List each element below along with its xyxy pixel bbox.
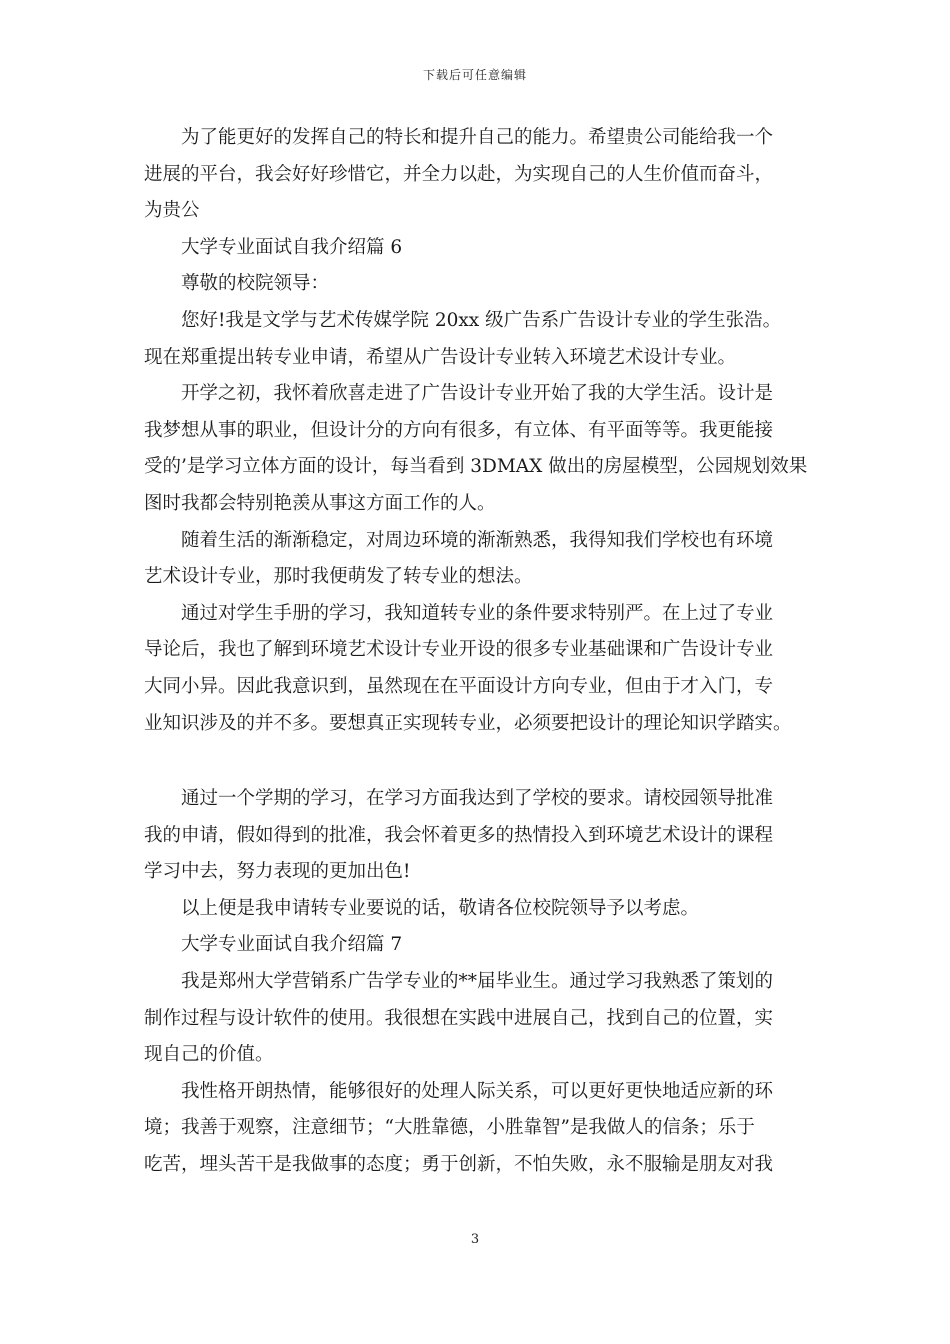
paragraph bbox=[144, 1110, 809, 1183]
text-line: 我性格开朗热情，能够很好的处理人际关系，可以更好更快地适应新的环 bbox=[181, 1080, 774, 1102]
document-body bbox=[144, 120, 809, 1184]
text-line: 以上便是我申请转专业要说的话，敬请各位校院领导予以考虑。 bbox=[181, 897, 700, 919]
paragraph bbox=[144, 413, 809, 523]
paragraph bbox=[144, 266, 809, 303]
text-line: 现在郑重提出转专业申请，希望从广告设计专业转入环境艺术设计专业。 bbox=[144, 346, 737, 368]
paragraph bbox=[144, 632, 809, 742]
paragraph bbox=[144, 964, 809, 1001]
paragraph bbox=[144, 340, 809, 377]
text-line: 受的’是学习立体方面的设计，每当看到 3DMAX 做出的房屋模型，公园规划效果 bbox=[144, 456, 808, 478]
text-line: 吃苦，埋头苦干是我做事的态度；勇于创新，不怕失败，永不服输是朋友对我 bbox=[144, 1154, 774, 1176]
paragraph bbox=[144, 1074, 809, 1111]
text-line: 学习中去，努力表现的更加出色! bbox=[144, 861, 411, 883]
text-line: 境；我善于观察，注意细节；“大胜靠德，小胜靠智”是我做人的信条；乐于 bbox=[144, 1117, 755, 1139]
text-line: 现自己的价值。 bbox=[144, 1044, 274, 1066]
paragraph bbox=[144, 376, 809, 413]
text-line: 大同小异。因此我意识到，虽然现在在平面设计方向专业，但由于才入门，专 bbox=[144, 675, 774, 697]
paragraph-gap bbox=[144, 742, 809, 781]
paragraph bbox=[144, 559, 809, 596]
paragraph bbox=[144, 596, 809, 633]
paragraph bbox=[144, 927, 809, 964]
text-line: 进展的平台，我会好好珍惜它，并全力以赴，为实现自己的人生价值而奋斗， bbox=[144, 163, 774, 185]
text-line: 导论后，我也了解到环境艺术设计专业开设的很多专业基础课和广告设计专业 bbox=[144, 639, 774, 661]
text-line: 为了能更好的发挥自己的特长和提升自己的能力。希望贵公司能给我一个 bbox=[144, 127, 774, 148]
paragraph bbox=[144, 891, 809, 928]
text-line: 大学专业面试自我介绍篇 7 bbox=[181, 934, 403, 956]
paragraph bbox=[144, 1001, 809, 1074]
text-line: 大学专业面试自我介绍篇 6 bbox=[181, 236, 403, 258]
text-line: 通过对学生手册的学习，我知道转专业的条件要求特别严。在上过了专业 bbox=[181, 602, 774, 624]
paragraph bbox=[144, 230, 809, 267]
text-line: 业知识涉及的并不多。要想真正实现转专业，必须要把设计的理论知识学踏实。 bbox=[144, 712, 792, 734]
text-line: 通过一个学期的学习，在学习方面我达到了学校的要求。请校园领导批准 bbox=[181, 788, 774, 810]
text-line: 尊敬的校院领导： bbox=[181, 273, 330, 295]
text-line: 图时我都会特别艳羡从事这方面工作的人。 bbox=[144, 492, 496, 514]
text-line: 随着生活的渐渐稳定，对周边环境的渐渐熟悉，我得知我们学校也有环境 bbox=[181, 529, 774, 551]
paragraph bbox=[144, 523, 809, 560]
text-line: 我是郑州大学营销系广告学专业的**届毕业生。通过学习我熟悉了策划的 bbox=[181, 971, 774, 993]
text-line: 您好!我是文学与艺术传媒学院 20xx 级广告系广告设计专业的学生张浩。 bbox=[181, 309, 782, 331]
text-line: 我梦想从事的职业，但设计分的方向有很多，有立体、有平面等等。我更能接 bbox=[144, 419, 774, 441]
paragraph bbox=[144, 303, 809, 340]
text-line: 制作过程与设计软件的使用。我很想在实践中进展自己，找到自己的位置，实 bbox=[144, 1007, 774, 1029]
text-line: 我的申请，假如得到的批准，我会怀着更多的热情投入到环境艺术设计的课程 bbox=[144, 824, 774, 846]
paragraph bbox=[144, 120, 809, 230]
text-line: 为贵公 bbox=[144, 200, 200, 222]
text-line: 开学之初，我怀着欣喜走进了广告设计专业开始了我的大学生活。设计是 bbox=[181, 383, 774, 405]
text-line: 艺术设计专业，那时我便萌发了转专业的想法。 bbox=[144, 566, 533, 588]
page-number: 3 bbox=[470, 1232, 480, 1247]
paragraph bbox=[144, 781, 809, 818]
page-header: 下载后可任意编辑 bbox=[422, 68, 527, 82]
paragraph bbox=[144, 818, 809, 891]
